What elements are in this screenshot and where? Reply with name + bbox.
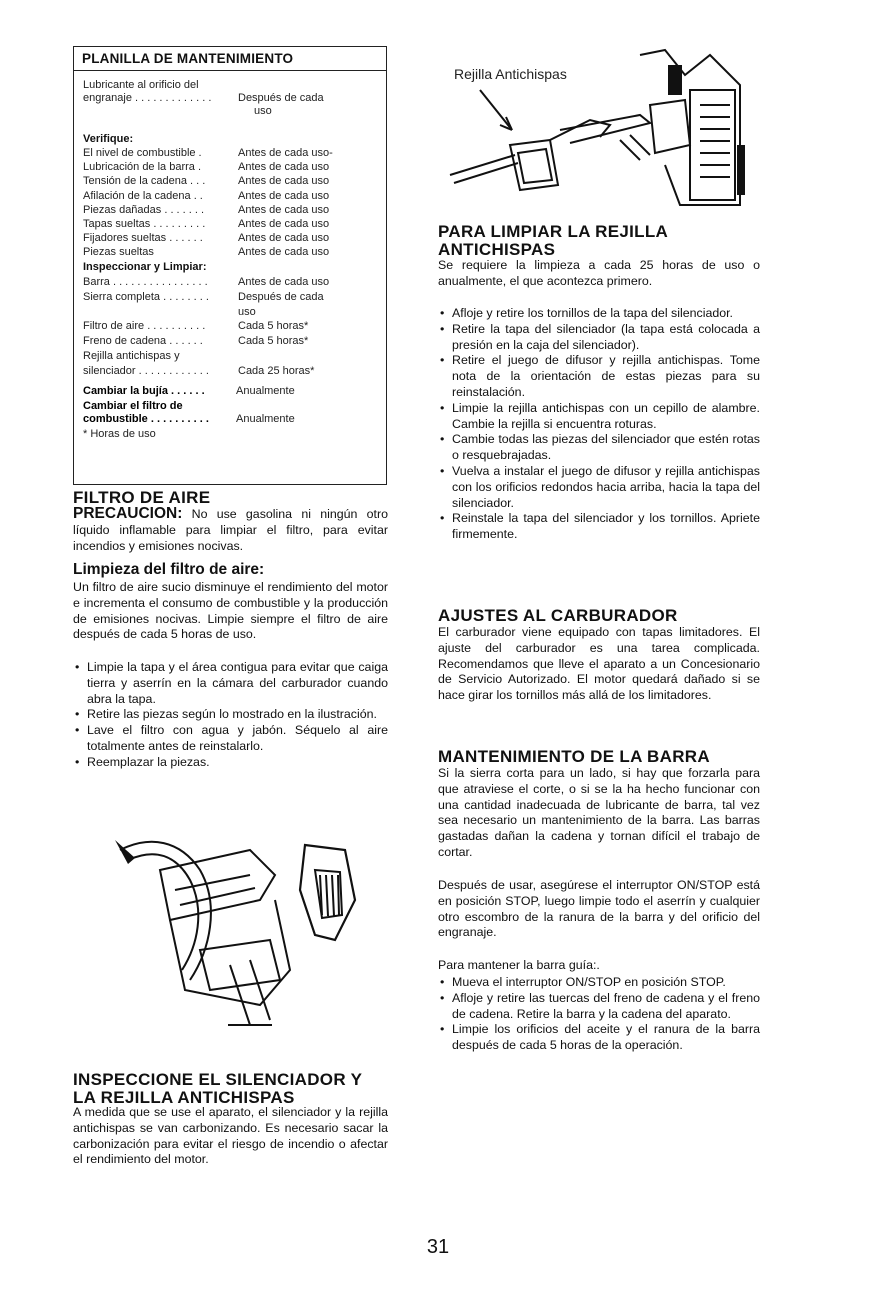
bar-maintenance-p2: Después de usar, asegúrese el interruptor ON/STOP está en posición STOP, luego limpie todo el aserrín y cualquier otro escombro de la ranura de la barra y del orificio del engranaje. xyxy=(438,878,760,940)
schedule-title: PLANILLA DE MANTENIMIENTO xyxy=(74,47,386,71)
bullet-item: • Retire las piezas según lo mostrado en la ilustración. xyxy=(73,707,388,723)
schedule-row-value: Antes de cada uso- xyxy=(238,147,333,159)
bullet-item: • Mueva el interruptor ON/STOP en posición STOP. xyxy=(438,975,760,991)
schedule-row-value: Antes de cada uso xyxy=(238,189,330,202)
spark-screen-intro: Se requiere la limpieza a cada 25 horas de uso o anualmente, el que acontezca primero. xyxy=(438,258,760,288)
spark-arrestor-illustration xyxy=(440,45,760,210)
schedule-row-value: Antes de cada uso xyxy=(238,218,330,230)
schedule-row-label: Lubricante al orificio del xyxy=(83,79,199,91)
schedule-row-value: Antes de cada uso xyxy=(238,175,330,188)
schedule-row-label: Barra . . . . . . . . . . . . . . . . xyxy=(83,276,208,288)
schedule-footnote: * Horas de uso xyxy=(83,428,156,440)
schedule-row-value: Antes de cada uso xyxy=(238,246,330,259)
schedule-row-label: engranaje . . . . . . . . . . . . . xyxy=(83,92,212,104)
spark-screen-heading-2: ANTICHISPAS xyxy=(438,240,556,259)
schedule-row-label: Tapas sueltas . . . . . . . . . xyxy=(83,218,206,230)
schedule-row-value: Cada 5 horas* xyxy=(238,335,309,348)
bullet-item: • Retire la tapa del silenciador (la tapa está colocada a presión en la caja del silenciador). xyxy=(438,322,760,354)
air-filter-heading: FILTRO DE AIRE xyxy=(73,488,211,507)
schedule-row-value: Después de cada xyxy=(238,290,324,303)
muffler-heading-1: INSPECCIONE EL SILENCIADOR Y xyxy=(73,1070,363,1089)
schedule-row-label: Piezas dañadas . . . . . . . xyxy=(83,203,205,216)
spark-screen-heading-1: PARA LIMPIAR LA REJILLA xyxy=(438,222,669,241)
schedule-row-label: Afilación de la cadena . . xyxy=(83,189,203,202)
schedule-row-label: Fijadores sueltas . . . . . . xyxy=(83,232,203,245)
air-filter-steps xyxy=(73,660,388,771)
carburetor-heading: AJUSTES AL CARBURADOR xyxy=(438,606,678,625)
bullet-item: • Limpie la tapa y el área contigua para evitar que caiga tierra y aserrín en la cámara del carburador cuando abra la tapa. xyxy=(73,660,388,707)
schedule-row-label: Piezas sueltas xyxy=(83,246,154,259)
muffler-text: A medida que se use el aparato, el silenciador y la rejilla antichispas se van carbonizando. Es necesario sacar la carbonización para evitar el riesgo de incendio o afectar el rendimiento del motor. xyxy=(73,1105,388,1167)
schedule-row-value: Antes de cada uso xyxy=(238,203,330,216)
fuel-filter-label: combustible . . . . . . . . . . xyxy=(83,413,209,425)
schedule-row-value: Antes de cada uso xyxy=(238,161,330,174)
bar-maintenance-p3: Para mantener la barra guía:. xyxy=(438,958,600,972)
bar-maintenance-steps xyxy=(438,975,760,1054)
schedule-row-label: Lubricación de la barra . xyxy=(83,161,202,174)
spark-screen-steps xyxy=(438,306,760,543)
air-filter-intro: Un filtro de aire sucio disminuye el rendimiento del motor e incrementa el consumo de combustible y la producción de emisiones nocivas. Limpie siempre el filtro de aire después de cada 5 horas de uso. xyxy=(73,580,388,642)
maintenance-schedule-table xyxy=(73,46,387,485)
bullet-item: • Cambie todas las piezas del silenciador que estén rotas o resquebrajadas. xyxy=(438,432,760,464)
schedule-row-label: Freno de cadena . . . . . . xyxy=(83,335,203,348)
verify-heading: Verifique: xyxy=(83,133,134,145)
spark-screen-figure-label: Rejilla Antichispas xyxy=(454,66,567,82)
schedule-row-label: El nivel de combustible . xyxy=(83,147,202,159)
schedule-row-value: uso xyxy=(238,305,256,318)
schedule-row-label: Sierra completa . . . . . . . . xyxy=(83,290,209,303)
spark-plug-value: Anualmente xyxy=(236,385,295,397)
bullet-item: • Limpie la rejilla antichispas con un cepillo de alambre. Cambie la rejilla si encuentra roturas. xyxy=(438,401,760,433)
bullet-item: • Reemplazar la piezas. xyxy=(73,755,388,771)
schedule-row-value: Cada 5 horas* xyxy=(238,320,309,333)
schedule-row-value: uso xyxy=(254,105,272,117)
schedule-row-value: Antes de cada uso xyxy=(238,276,330,288)
bullet-item: • Vuelva a instalar el juego de difusor y rejilla antichispas con los orificios redondos hacia arriba, hacia la tapa del silenciador. xyxy=(438,464,760,511)
caution-text: No use gasolina ni ningún otro líquido inflamable para limpiar el filtro, para evitar incendios y emisiones nocivas. xyxy=(73,507,388,553)
schedule-row-label: silenciador . . . . . . . . . . . . xyxy=(83,364,209,377)
bar-maintenance-heading: MANTENIMIENTO DE LA BARRA xyxy=(438,747,710,766)
bullet-item: • Reinstale la tapa del silenciador y los tornillos. Apriete firmemente. xyxy=(438,511,760,543)
schedule-row-label: Filtro de aire . . . . . . . . . . xyxy=(83,320,206,333)
schedule-row-label: Tensión de la cadena . . . xyxy=(83,175,206,188)
muffler-heading-2: LA REJILLA ANTICHISPAS xyxy=(73,1088,295,1107)
carburetor-text: El carburador viene equipado con tapas limitadores. El ajuste del carburador es una tarea complicada. Recomendamos que lleve el aparato a un Concesionario de Servicio Autorizado. El motor quedará dañado si se hace girar los tornillos más allá de los limitadores. xyxy=(438,625,760,703)
inspect-heading: Inspeccionar y Limpiar: xyxy=(83,261,207,273)
air-filter-subheading: Limpieza del filtro de aire: xyxy=(73,561,265,578)
spark-plug-label: Cambiar la bujía . . . . . . xyxy=(83,385,205,397)
air-filter-illustration xyxy=(110,830,385,1055)
schedule-row-value: Antes de cada uso xyxy=(238,232,330,245)
schedule-row-value: Después de cada xyxy=(238,92,324,104)
page-number: 31 xyxy=(426,1236,450,1258)
bullet-item: • Afloje y retire los tornillos de la tapa del silenciador. xyxy=(438,306,760,322)
fuel-filter-label: Cambiar el filtro de xyxy=(83,400,183,412)
bullet-item: • Limpie los orificios del aceite y el ranura de la barra después de cada 5 horas de la operación. xyxy=(438,1022,760,1054)
fuel-filter-value: Anualmente xyxy=(236,413,295,425)
bullet-item: • Afloje y retire las tuercas del freno de cadena y el freno de cadena. Retire la barra y la cadena del aparato. xyxy=(438,991,760,1023)
bar-maintenance-p1: Si la sierra corta para un lado, si hay que forzarla para que atraviese el corte, o si se la ha hecho funcionar con una cantidad inadecuada de lubricante de barra, tal vez sea necesario un mantenimiento de la barra. Las barras gastadas dañan la cadena y tornan difícil el trabajo de cortar. xyxy=(438,766,760,859)
schedule-row-label: Rejilla antichispas y xyxy=(83,350,180,362)
caution-label: PRECAUCION: xyxy=(73,505,183,522)
bullet-item: • Retire el juego de difusor y rejilla antichispas. Tome nota de la orientación de estas piezas para su reinstalación. xyxy=(438,353,760,400)
bullet-item: • Lave el filtro con agua y jabón. Séquelo al aire totalmente antes de reinstalarlo. xyxy=(73,723,388,755)
schedule-row-value: Cada 25 horas* xyxy=(238,364,315,377)
